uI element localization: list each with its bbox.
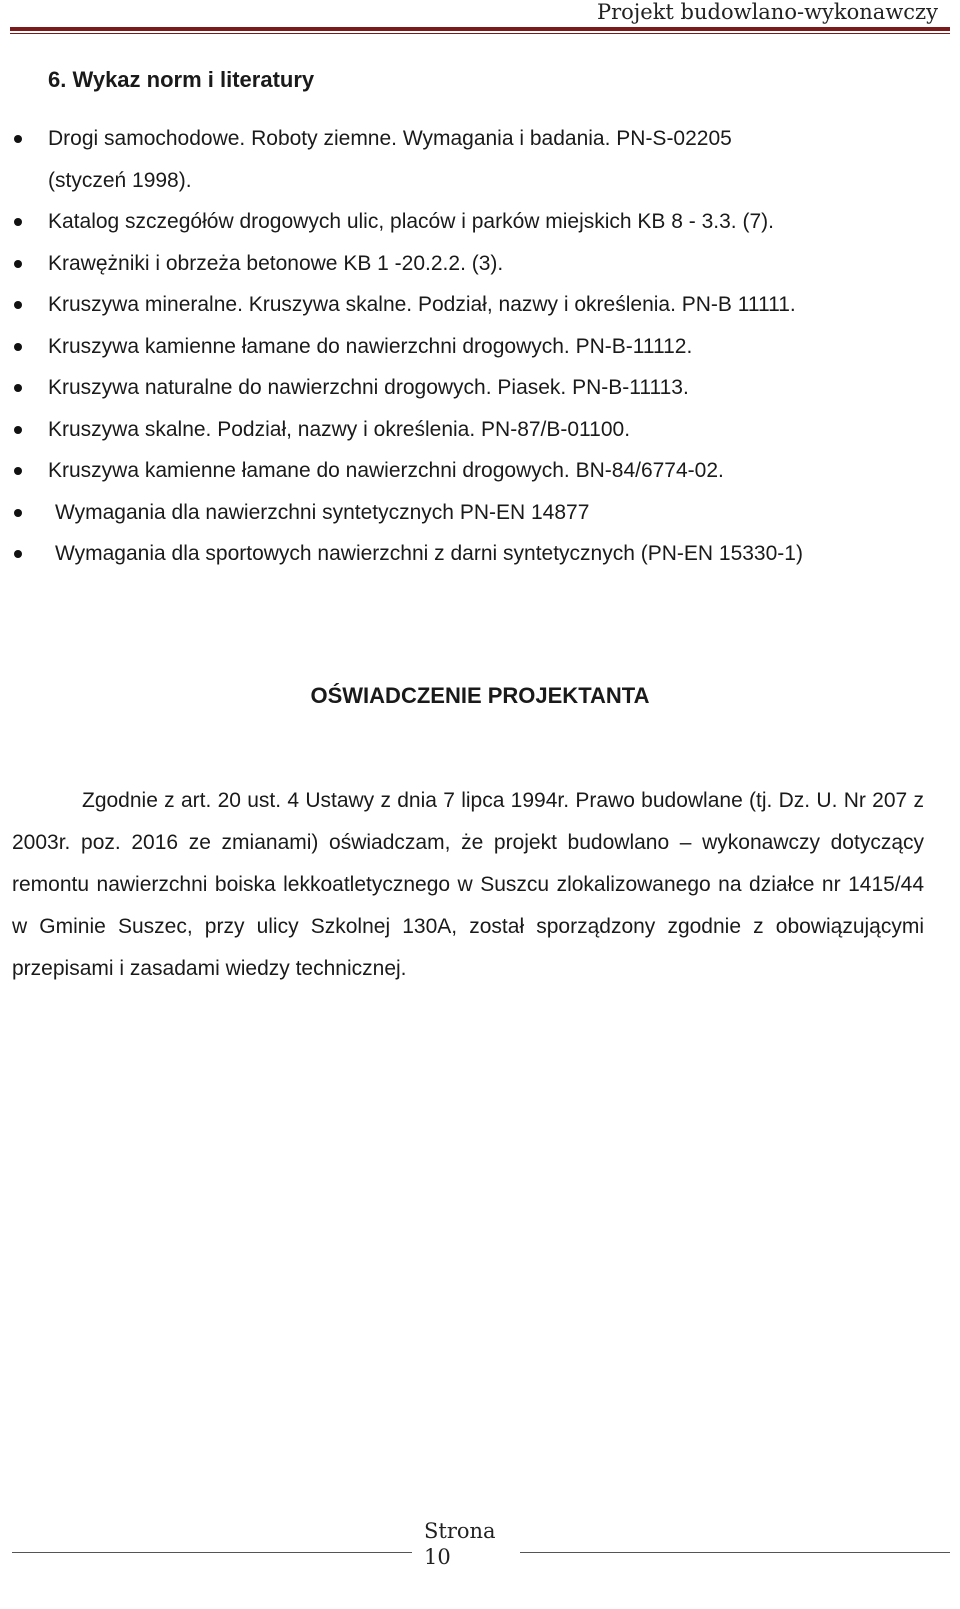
list-item-text-continued: (styczeń 1998). — [48, 168, 192, 192]
list-item — [0, 118, 960, 201]
footer-rule-right — [520, 1552, 950, 1553]
list-item-text: Wymagania dla nawierzchni syntetycznych PN-EN 14877 — [55, 500, 590, 524]
footer-rule-left — [12, 1552, 412, 1553]
list-item-text: Kruszywa kamienne łamane do nawierzchni drogowych. PN-B-11112. — [48, 334, 693, 358]
list-item-text: Kruszywa kamienne łamane do nawierzchni drogowych. BN-84/6774-02. — [48, 459, 724, 482]
list-item — [0, 409, 960, 451]
bullet-icon — [14, 384, 22, 392]
bullet-icon — [14, 135, 22, 143]
list-item-text: Drogi samochodowe. Roboty ziemne. Wymagania i badania. PN-S-02205 — [48, 127, 732, 150]
list-item-text: Kruszywa mineralne. Kruszywa skalne. Podział, nazwy i określenia. PN-B 11111. — [48, 293, 796, 316]
bullet-icon — [14, 218, 22, 226]
bullet-icon — [14, 509, 22, 517]
list-item — [0, 201, 960, 243]
page-header-title: Projekt budowlano-wykonawczy — [596, 0, 938, 24]
page-number-label: Strona — [424, 1519, 496, 1543]
list-item — [0, 367, 960, 409]
list-item-text: Kruszywa naturalne do nawierzchni drogowych. Piasek. PN-B-11113. — [48, 376, 689, 399]
bullet-icon — [14, 343, 22, 351]
bullet-icon — [14, 301, 22, 309]
bullet-icon — [14, 550, 22, 558]
bullet-icon — [14, 426, 22, 434]
section-title: 6. Wykaz norm i literatury — [48, 67, 315, 92]
statement-body: Zgodnie z art. 20 ust. 4 Ustawy z dnia 7 lipca 1994r. Prawo budowlane (tj. Dz. U. Nr 207 z 2003r. poz. 2016 ze zmianami) oświadczam, że projekt budowlano – wykonawczy dotyczący remontu nawierzchni boiska lekkoatletycznego w Suszcu zlokalizowanego na działce nr 1415/44 w Gminie Suszec, przy ulicy Szkolnej 130A, został sporządzony zgodnie z obowiązującymi przepisami i zasadami wiedzy technicznej. — [12, 789, 924, 980]
norm-list — [0, 118, 960, 575]
list-item — [0, 326, 960, 368]
list-item-text: Kruszywa skalne. Podział, nazwy i określenia. PN-87/B-01100. — [48, 417, 631, 441]
header-rule-thin — [10, 33, 950, 34]
page-number — [424, 1518, 504, 1570]
list-item-text: Katalog szczegółów drogowych ulic, placów i parków miejskich KB 8 - 3.3. (7). — [48, 210, 774, 233]
statement-title: OŚWIADCZENIE PROJEKTANTA — [310, 683, 650, 708]
page-number-value: 10 — [424, 1545, 451, 1569]
list-item — [0, 492, 960, 534]
list-item — [0, 450, 960, 492]
header-rule — [10, 27, 950, 31]
bullet-icon — [14, 260, 22, 268]
list-item — [0, 533, 960, 575]
bullet-icon — [14, 467, 22, 475]
list-item-text: Krawężniki i obrzeża betonowe KB 1 -20.2.2. (3). — [48, 251, 504, 275]
list-item — [0, 243, 960, 285]
list-item-text: Wymagania dla sportowych nawierzchni z darni syntetycznych (PN-EN 15330-1) — [55, 542, 803, 565]
list-item — [0, 284, 960, 326]
